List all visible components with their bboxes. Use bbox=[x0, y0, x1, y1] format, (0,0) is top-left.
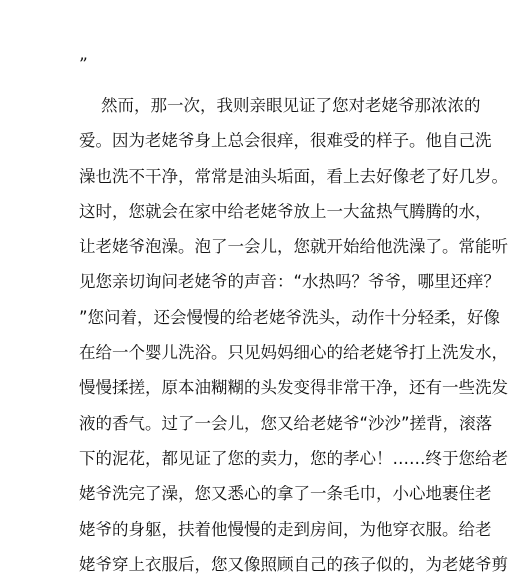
text-line: 见您亲切询问老姥爷的声音：“水热吗？爷爷，哪里还痒？ bbox=[79, 272, 501, 292]
text-line: 姥爷穿上衣服后，您又像照顾自己的孩子似的，为老姥爷剪 bbox=[79, 554, 508, 574]
text-line: 这时，您就会在家中给老姥爷放上一大盆热气腾腾的水， bbox=[79, 201, 492, 221]
text-line: 然而，那一次，我则亲眼见证了您对老姥爷那浓浓的 bbox=[101, 96, 481, 115]
text-line: 下的泥花，都见证了您的卖力，您的孝心！……终于您给老 bbox=[79, 448, 508, 468]
essay-paragraph bbox=[79, 88, 508, 582]
text-line: 爱。因为老姥爷身上总会很痒，很难受的样子。他自己洗 bbox=[79, 131, 492, 151]
text-line: ”您问着，还会慢慢的给老姥爷洗头，动作十分轻柔，好像 bbox=[79, 307, 501, 327]
leading-quote-mark: ” bbox=[79, 55, 88, 75]
text-line: 姥爷洗完了澡，您又悉心的拿了一条毛巾，小心地裹住老 bbox=[79, 484, 492, 504]
text-line: 让老姥爷泡澡。泡了一会儿，您就开始给他洗澡了。常能听 bbox=[79, 237, 508, 257]
text-line: 在给一个婴儿洗浴。只见妈妈细心的给老姥爷打上洗发水， bbox=[79, 343, 508, 363]
text-line: 澡也洗不干净，常常是油头垢面，看上去好像老了好几岁。 bbox=[79, 166, 508, 186]
text-line: 慢慢揉搓，原本油糊糊的头发变得非常干净，还有一些洗发 bbox=[79, 378, 508, 398]
text-line: 姥爷的身躯，扶着他慢慢的走到房间，为他穿衣服。给老 bbox=[79, 519, 492, 539]
text-line: 液的香气。过了一会儿，您又给老姥爷“沙沙”搓背，滚落 bbox=[79, 413, 493, 433]
